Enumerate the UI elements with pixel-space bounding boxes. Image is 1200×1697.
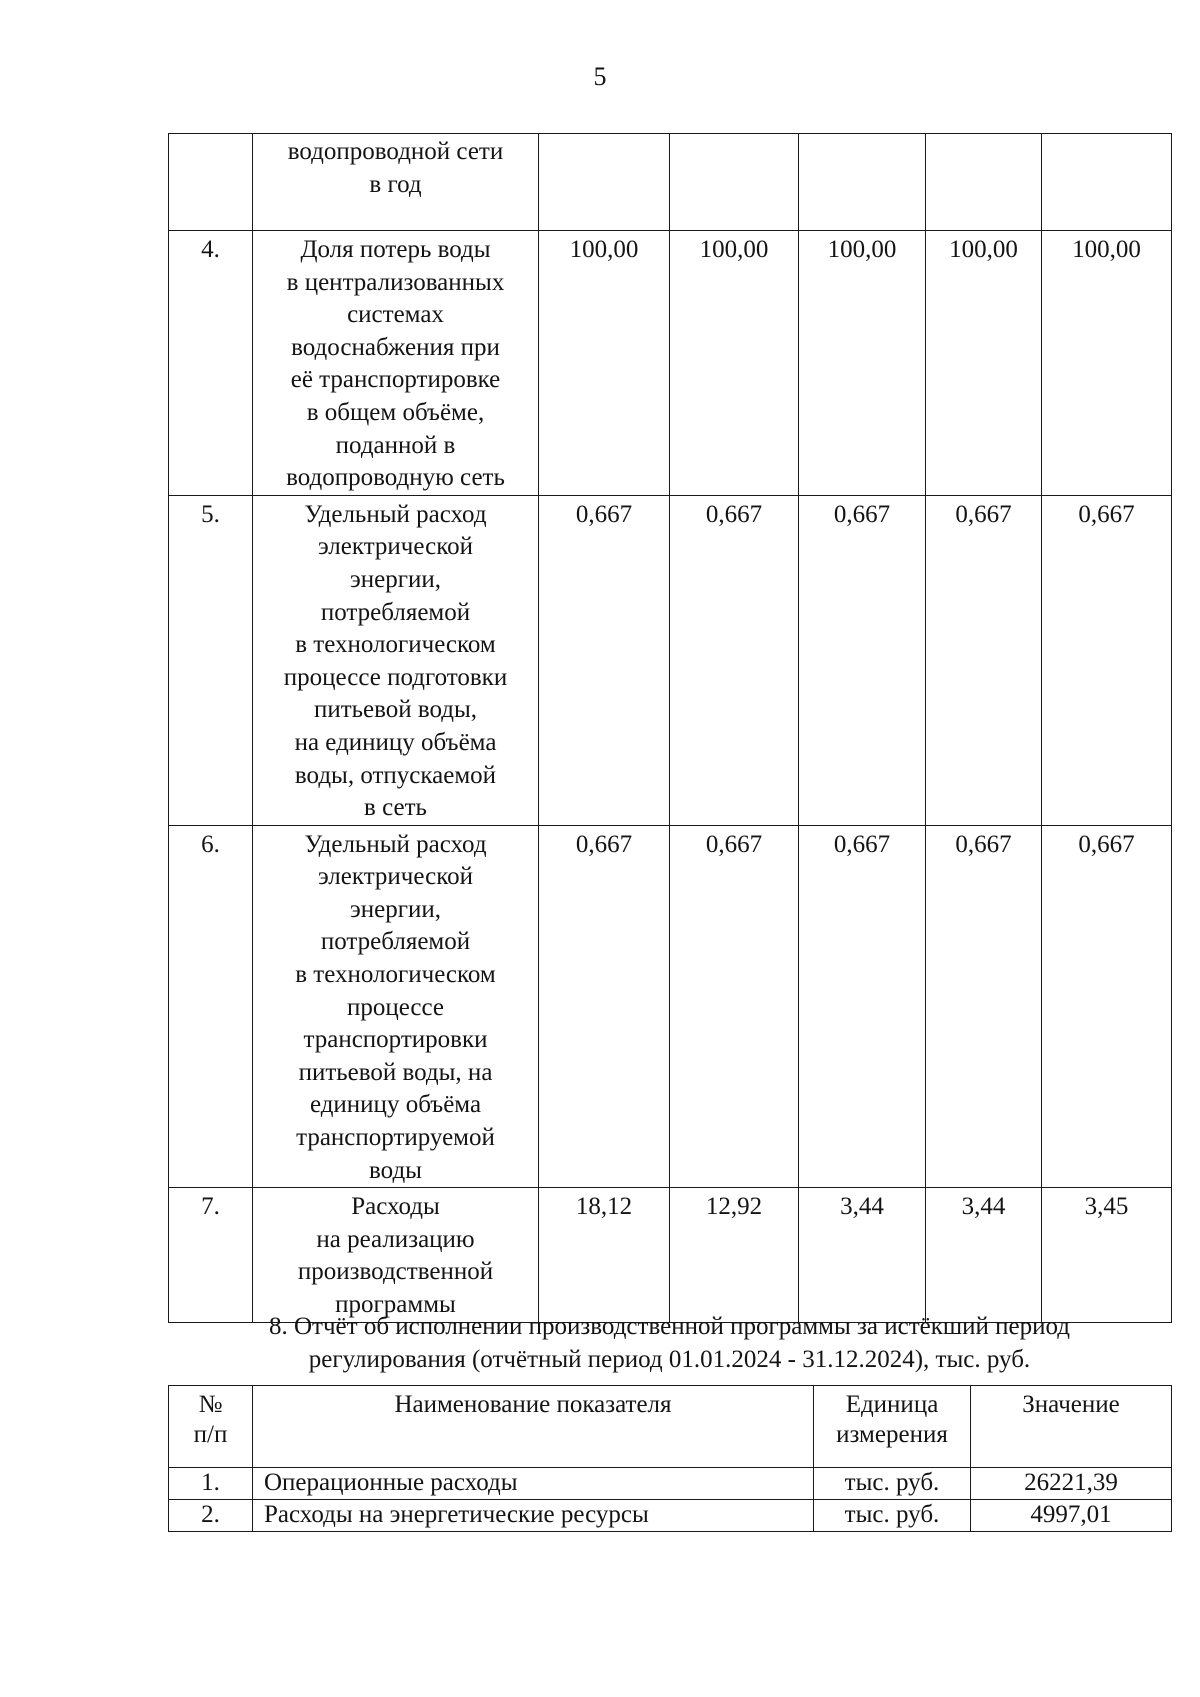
value-cell: 0,667 [799, 825, 926, 1188]
table-row [169, 825, 1172, 1188]
row-number-cell: 4. [169, 231, 253, 496]
unit-cell: тыс. руб. [814, 1468, 971, 1500]
header-unit: Единица измерения [814, 1386, 971, 1468]
table-row [169, 231, 1172, 496]
value-cell: 0,667 [539, 825, 670, 1188]
value-cell: 100,00 [670, 231, 799, 496]
value-cell: 26221,39 [971, 1468, 1172, 1500]
value-cell: 0,667 [926, 825, 1042, 1188]
indicator-name-cell: Расходы на энергетические ресурсы [253, 1500, 814, 1532]
value-cell: 100,00 [799, 231, 926, 496]
value-cell: 0,667 [1042, 495, 1172, 825]
indicator-name-cell: Удельный расход электрической энергии, потребляемой в технологическом процессе транспортировки питьевой воды, на единицу объёма транспортируемой воды [253, 825, 539, 1188]
report-header-row [169, 1386, 1172, 1468]
unit-cell: тыс. руб. [814, 1500, 971, 1532]
value-cell: 4997,01 [971, 1500, 1172, 1532]
value-cell: 0,667 [1042, 825, 1172, 1188]
header-num: № п/п [169, 1386, 253, 1468]
value-cell: 0,667 [670, 495, 799, 825]
value-cell: 0,667 [670, 825, 799, 1188]
value-cell: 3,44 [926, 1188, 1042, 1322]
table-row-continued [169, 134, 1172, 231]
indicator-name-cell: Расходы на реализацию производственной программы [253, 1188, 539, 1322]
row-number-cell: 1. [169, 1468, 253, 1500]
value-cell: 100,00 [926, 231, 1042, 496]
value-cell [1042, 134, 1172, 231]
indicator-name-cell: Доля потерь воды в централизованных системах водоснабжения при её транспортировке в общем объёме, поданной в водопроводную сеть [253, 231, 539, 496]
value-cell: 18,12 [539, 1188, 670, 1322]
section-8-caption [168, 1310, 1171, 1376]
value-cell: 12,92 [670, 1188, 799, 1322]
value-cell: 3,44 [799, 1188, 926, 1322]
header-name: Наименование показателя [253, 1386, 814, 1468]
value-cell [799, 134, 926, 231]
row-number-cell [169, 134, 253, 231]
value-cell [670, 134, 799, 231]
value-cell: 0,667 [926, 495, 1042, 825]
value-cell [926, 134, 1042, 231]
value-cell: 3,45 [1042, 1188, 1172, 1322]
caption-line: регулирования (отчётный период 01.01.2024 - 31.12.2024), тыс. руб. [308, 1346, 1031, 1373]
header-value: Значение [971, 1386, 1172, 1468]
indicator-name-cell: Операционные расходы [253, 1468, 814, 1500]
indicator-name-cell: Удельный расход электрической энергии, потребляемой в технологическом процессе подготовки питьевой воды, на единицу объёма воды, отпускаемой в сеть [253, 495, 539, 825]
indicator-name-cell: водопроводной сети в год [253, 134, 539, 231]
table-row [169, 495, 1172, 825]
value-cell: 100,00 [1042, 231, 1172, 496]
row-number-cell: 5. [169, 495, 253, 825]
row-number-cell: 2. [169, 1500, 253, 1532]
value-cell: 0,667 [799, 495, 926, 825]
row-number-cell: 7. [169, 1188, 253, 1322]
report-table [168, 1385, 1172, 1532]
page-number: 5 [593, 62, 607, 91]
table-row [169, 1188, 1172, 1322]
value-cell [539, 134, 670, 231]
caption-line: 8. Отчёт об исполнении производственной программы за истёкший период [269, 1313, 1070, 1340]
value-cell: 0,667 [539, 495, 670, 825]
value-cell: 100,00 [539, 231, 670, 496]
table-row [169, 1468, 1172, 1500]
table-row [169, 1500, 1172, 1532]
indicators-table [168, 133, 1172, 1323]
row-number-cell: 6. [169, 825, 253, 1188]
